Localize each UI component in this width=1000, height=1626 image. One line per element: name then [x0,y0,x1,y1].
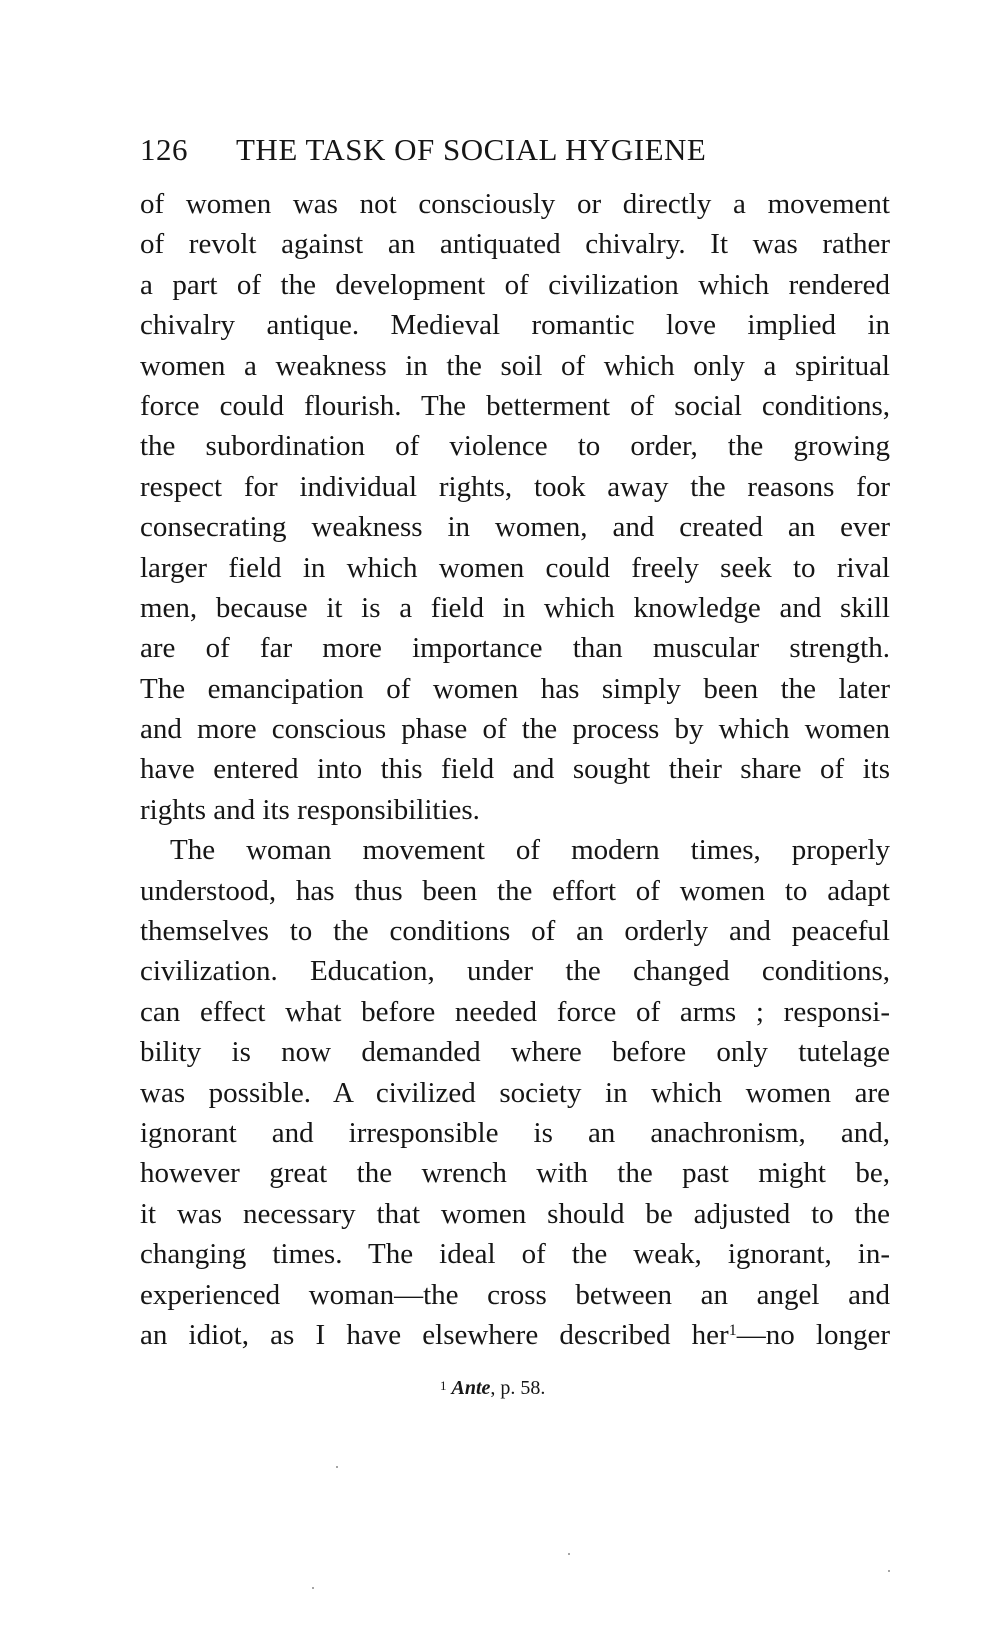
text-line: bility is now demanded where before only tutelage [140,1036,890,1069]
text-line: experienced woman—the cross between an angel and [140,1278,890,1311]
text-line: a part of the development of civilization which rendered [140,268,890,301]
footnote-reference: 1 [728,1321,737,1339]
page-number: 126 [140,132,188,167]
text-line: civilization. Education, under the changed conditions, [140,955,890,988]
text-line: force could flourish. The betterment of social conditions, [140,389,890,422]
text-line: of women was not consciously or directly a movement [140,188,890,220]
text-line: chivalry antique. Medieval romantic love implied in [140,309,890,342]
text-line: understood, has thus been the effort of women to adapt [140,874,890,907]
text-line: ignorant and irresponsible is an anachronism, and, [140,1116,890,1149]
text-line: however great the wrench with the past might be, [140,1157,890,1190]
footnote-italic: Ante [451,1377,491,1399]
footnote [440,1374,545,1402]
text-line: men, because it is a field in which knowledge and skill [140,591,890,624]
paper-speck [888,1570,890,1572]
text-line: respect for individual rights, took away the reasons for [140,470,890,503]
text-segment: —no longer [736,1318,890,1351]
text-segment: an idiot, as I have elsewhere described her [140,1318,729,1351]
text-line: can effect what before needed force of arms ; responsi- [140,995,890,1028]
text-line: The woman movement of modern times, properly [170,834,890,867]
body-text [140,184,890,1355]
text-line: changing times. The ideal of the weak, ignorant, in- [140,1238,890,1271]
text-line: was possible. A civilized society in which women are [140,1076,890,1109]
text-line-with-footnote-ref [140,1315,890,1355]
text-line: and more conscious phase of the process by which women [140,713,890,746]
text-line: are of far more importance than muscular strength. [140,632,890,665]
text-line: The emancipation of women has simply been the later [140,672,890,705]
text-line: the subordination of violence to order, the growing [140,430,890,463]
text-line: consecrating weakness in women, and created an ever [140,511,890,544]
running-head [140,130,820,170]
text-line: rights and its responsibilities. [140,793,480,826]
text-line: have entered into this field and sought their share of its [140,753,890,786]
text-line: women a weakness in the soil of which only a spiritual [140,349,890,382]
footnote-text: , p. 58. [490,1377,546,1399]
text-line: it was necessary that women should be adjusted to the [140,1197,890,1230]
paper-speck [336,1466,338,1468]
paper-speck [312,1587,314,1589]
footnote-marker: 1 [440,1378,447,1393]
text-line: of revolt against an antiquated chivalry. It was rather [140,228,890,261]
paper-speck [568,1553,570,1555]
text-line: larger field in which women could freely seek to rival [140,551,890,584]
running-title: THE TASK OF SOCIAL HYGIENE [236,132,707,167]
text-line: themselves to the conditions of an orderly and peaceful [140,915,890,948]
